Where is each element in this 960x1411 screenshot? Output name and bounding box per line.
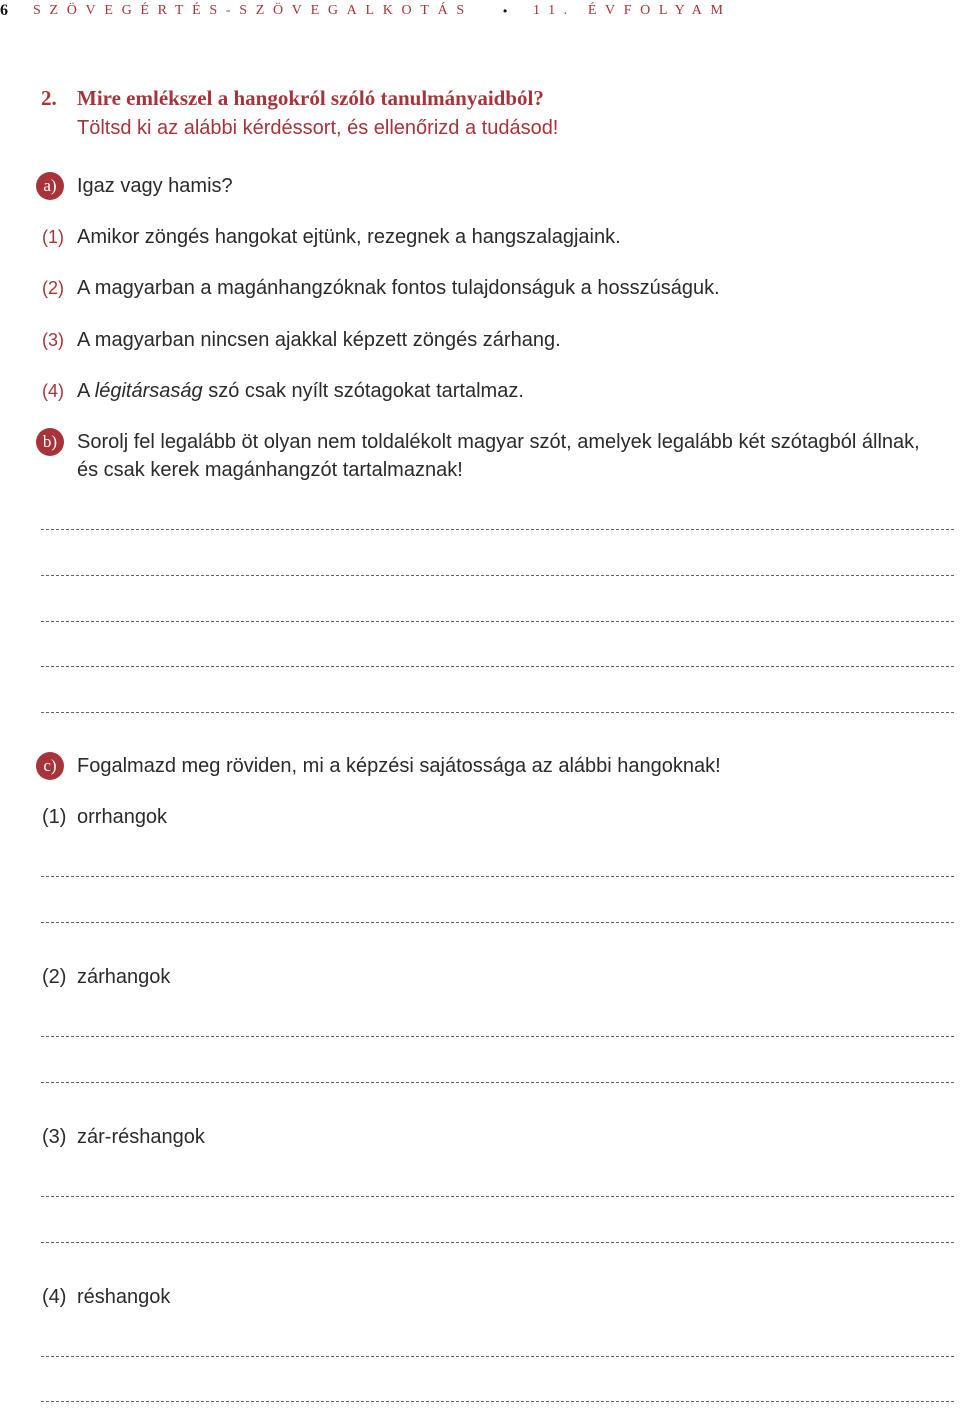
item-c1-number: (1) <box>42 806 67 828</box>
answer-line-c4a[interactable] <box>41 1356 954 1357</box>
answer-line-b2[interactable] <box>41 575 954 576</box>
part-a-instruction: Igaz vagy hamis? <box>77 175 233 197</box>
header-bullet: • <box>503 4 508 18</box>
page-number: 6 <box>0 2 8 19</box>
item-a3-number: (3) <box>42 330 64 350</box>
part-c-instruction: Fogalmazd meg röviden, mi a képzési sajátossága az alábbi hangoknak! <box>77 755 721 777</box>
item-a1-number: (1) <box>42 227 64 247</box>
item-c4-label: réshangok <box>77 1286 171 1308</box>
question-number: 2. <box>41 86 57 110</box>
item-a2-text[interactable]: A magyarban a magánhangzóknak fontos tulajdonságuk a hosszúságuk. <box>77 277 720 299</box>
item-a4-text-before: A <box>77 380 95 402</box>
running-title: SZÖVEGÉRTÉS-SZÖVEGALKOTÁS <box>33 3 473 18</box>
answer-line-c4b[interactable] <box>41 1401 954 1402</box>
item-c2-number: (2) <box>42 966 67 988</box>
item-a1-text[interactable]: Amikor zöngés hangokat ejtünk, rezegnek a hangszalagjaink. <box>77 226 621 248</box>
item-c3-label: zár-réshangok <box>77 1126 205 1148</box>
item-c3-number: (3) <box>42 1126 67 1148</box>
answer-line-c3b[interactable] <box>41 1242 954 1243</box>
answer-line-c2a[interactable] <box>41 1036 954 1037</box>
answer-line-b4[interactable] <box>41 666 954 667</box>
item-a2-number: (2) <box>42 278 64 298</box>
grade-label: 11. ÉVFOLYAM <box>533 3 732 18</box>
item-a4-number: (4) <box>42 381 64 401</box>
answer-line-c2b[interactable] <box>41 1082 954 1083</box>
item-a4-text[interactable] <box>77 377 524 405</box>
part-b-badge: b) <box>36 428 64 456</box>
item-c4-number: (4) <box>42 1286 67 1308</box>
item-c1-label: orrhangok <box>77 806 168 828</box>
part-c-badge: c) <box>36 752 64 780</box>
answer-line-b5[interactable] <box>41 712 954 713</box>
answer-line-c1a[interactable] <box>41 876 954 877</box>
item-a4-text-after: szó csak nyílt szótagokat tartalmaz. <box>202 380 524 402</box>
question-subtitle: Töltsd ki az alábbi kérdéssort, és ellenőrizd a tudásod! <box>77 117 559 139</box>
question-title: Mire emlékszel a hangokról szóló tanulmányaidból? <box>77 86 544 110</box>
answer-line-c1b[interactable] <box>41 922 954 923</box>
answer-line-b1[interactable] <box>41 529 954 530</box>
item-a3-text[interactable]: A magyarban nincsen ajakkal képzett zöngés zárhang. <box>77 329 561 351</box>
answer-line-b3[interactable] <box>41 621 954 622</box>
part-a-badge: a) <box>36 172 64 200</box>
part-b-instruction-line2: és csak kerek magánhangzót tartalmaznak! <box>77 459 463 481</box>
item-c2-label: zárhangok <box>77 966 171 988</box>
item-a4-word: légitársaság <box>94 380 203 402</box>
part-b-instruction-line1: Sorolj fel legalább öt olyan nem toldalékolt magyar szót, amelyek legalább két szótagból állnak, <box>77 431 920 453</box>
answer-line-c3a[interactable] <box>41 1196 954 1197</box>
